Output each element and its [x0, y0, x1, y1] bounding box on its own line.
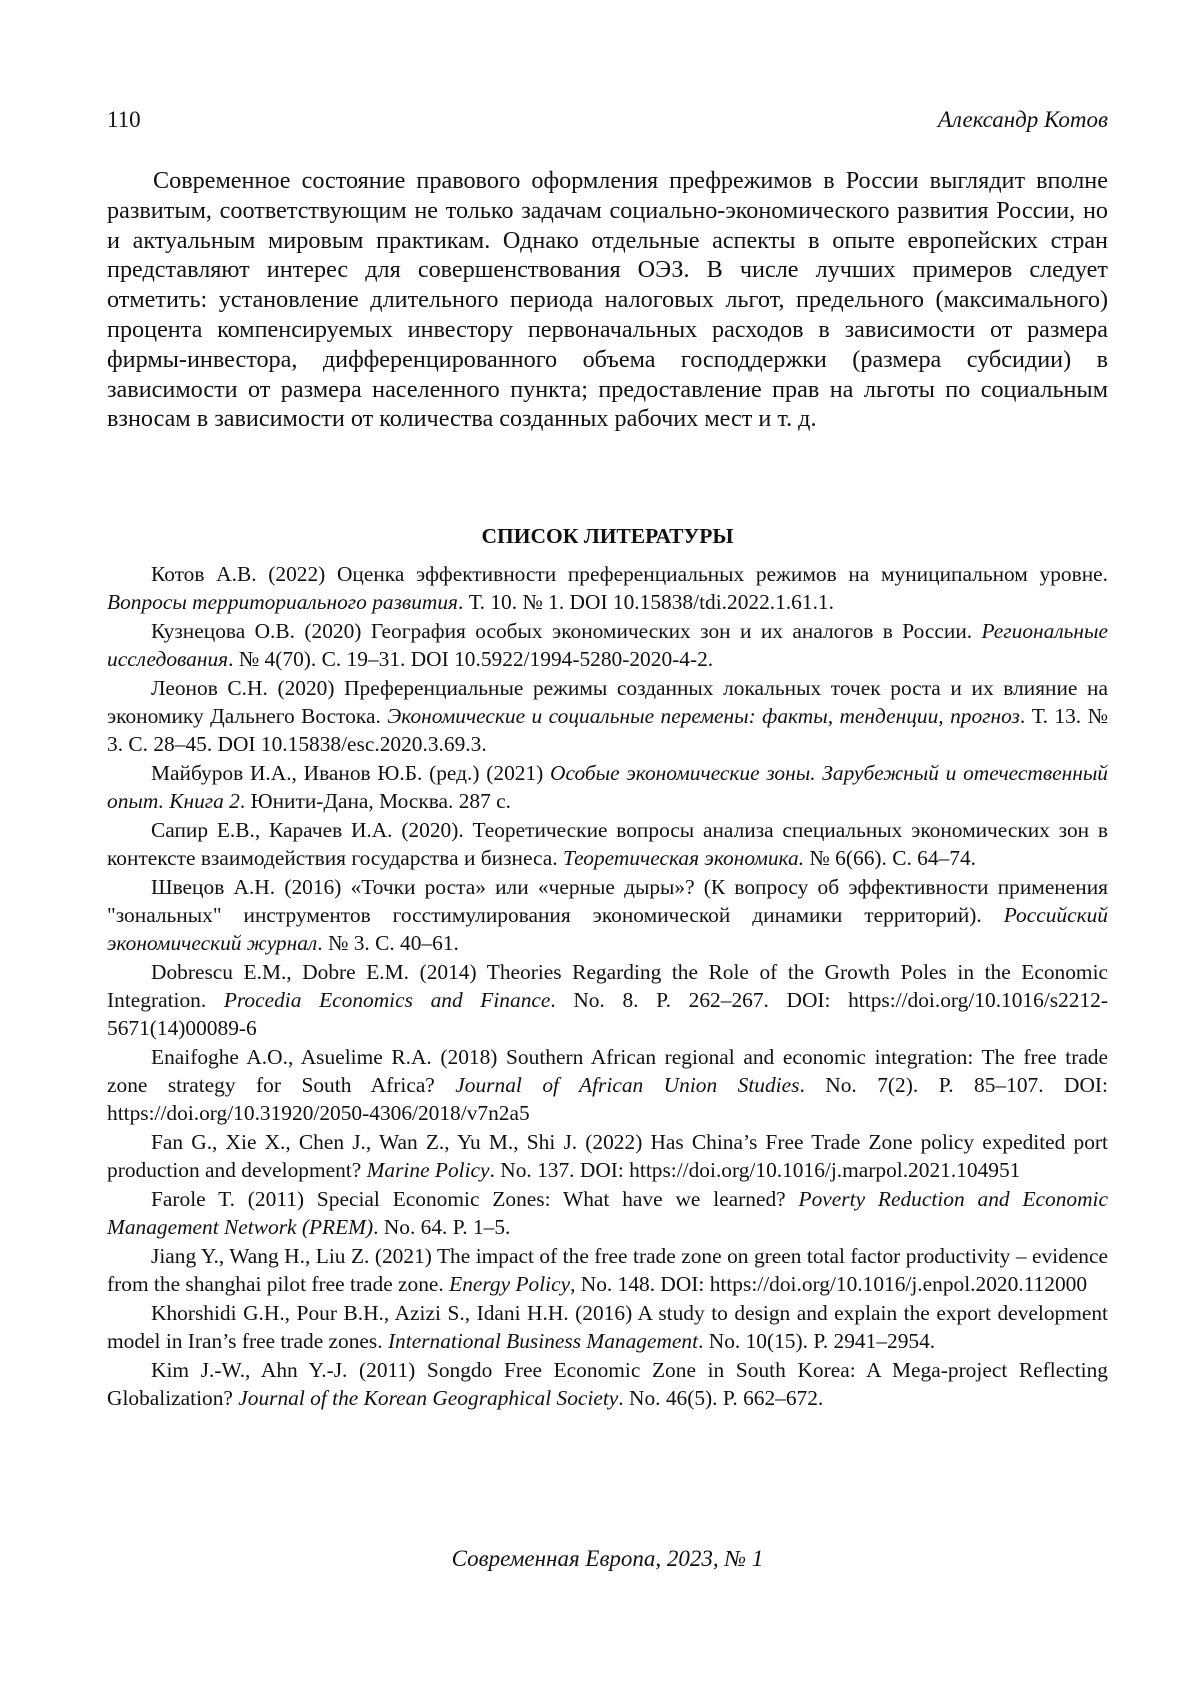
reference-item — [107, 1128, 1108, 1184]
reference-text: Jiang Y., Wang H., Liu Z. (2021) The impact of the free trade zone on green total factor productivity – evidence from the shanghai pilot free trade zone. — [107, 1243, 1108, 1297]
reference-text: Fan G., Xie X., Chen J., Wan Z., Yu M., Shi J. (2022) Has China’s Free Trade Zone policy expedited port production and development? — [107, 1130, 1108, 1183]
reference-details: . Т. 13. № 3. С. 28–45. DOI 10.15838/esc.2020.3.69.3. — [107, 704, 1108, 757]
reference-text: Леонов С.Н. (2020) Преференциальные режимы созданных локальных точек роста и их влияние на экономику Дальнего Востока. — [107, 675, 1108, 729]
reference-item — [107, 873, 1108, 958]
reference-text: Kim J.-W., Ahn Y.-J. (2011) Songdo Free Economic Zone in South Korea: A Mega-project Reflecting Globalization? — [107, 1357, 1108, 1410]
reference-item — [107, 1299, 1108, 1355]
reference-item — [107, 1185, 1108, 1241]
reference-details: . Т. 10. № 1. DOI 10.15838/tdi.2022.1.61.1. — [458, 590, 834, 615]
reference-source-title: Poverty Reduction and Economic Management Network (PREM) — [107, 1186, 1108, 1240]
reference-source-title: Региональные исследования — [107, 618, 1108, 672]
reference-details: . No. 7(2). P. 85–107. DOI: https://doi.org/10.31920/2050-4306/2018/v7n2a5 — [107, 1073, 1108, 1126]
reference-details: . No. 64. P. 1–5. — [373, 1215, 511, 1240]
reference-source-title: Экономические и социальные перемены: факты, тенденции, прогноз — [387, 704, 1020, 729]
reference-text: Котов А.В. (2022) Оценка эффективности преференциальных режимов на муниципальном уровне. — [151, 562, 1108, 586]
reference-details: , No. 148. DOI: https://doi.org/10.1016/j.enpol.2020.112000 — [570, 1272, 1088, 1297]
reference-item — [107, 674, 1108, 759]
references-heading: СПИСОК ЛИТЕРАТУРЫ — [481, 524, 734, 548]
reference-source-title: Особые экономические зоны. Зарубежный и отечественный опыт. Книга 2 — [107, 760, 1108, 814]
reference-text: Майбуров И.А., Иванов Ю.Б. (ред.) (2021) — [151, 760, 551, 785]
reference-details: № 6(66). С. 64–74. — [804, 846, 976, 871]
reference-source-title: Теоретическая экономика. — [562, 846, 805, 871]
reference-text: Dobrescu E.M., Dobre E.M. (2014) Theories Regarding the Role of the Growth Poles in the Economic Integration. — [107, 959, 1108, 1013]
page-number: 110 — [107, 107, 141, 132]
reference-item — [107, 1356, 1108, 1412]
reference-details: . No. 46(5). P. 662–672. — [618, 1385, 824, 1410]
reference-source-title: Energy Policy — [449, 1272, 571, 1297]
reference-details: . No. 10(15). P. 2941–2954. — [698, 1328, 936, 1353]
reference-item — [107, 617, 1108, 673]
reference-item — [107, 816, 1108, 872]
reference-source-title: Journal of African Union Studies — [455, 1073, 800, 1098]
reference-item — [107, 759, 1108, 815]
reference-item — [107, 560, 1108, 616]
running-head-author: Александр Котов — [937, 107, 1108, 132]
reference-item — [107, 1043, 1108, 1128]
reference-text: Farole T. (2011) Special Economic Zones: What have we learned? — [151, 1186, 799, 1211]
references-list — [107, 560, 1108, 1413]
page-footer: Современная Европа, 2023, № 1 — [451, 1546, 764, 1571]
reference-source-title: Российский экономический журнал — [107, 902, 1108, 956]
reference-text: Швецов А.Н. (2016) «Точки роста» или «черные дыры»? (К вопросу об эффективности применения "зональных" инструментов госстимулирования экономической динамики территорий). — [107, 874, 1108, 927]
reference-text: Кузнецова О.В. (2020) География особых экономических зон и их аналогов в России. — [151, 618, 982, 643]
reference-text: Khorshidi G.H., Pour B.H., Azizi S., Idani H.H. (2016) A study to design and explain the export development model in Iran’s free trade zones. — [107, 1300, 1108, 1353]
reference-source-title: Marine Policy — [366, 1158, 490, 1183]
reference-details: . Юнити-Дана, Москва. 287 с. — [239, 789, 511, 814]
reference-details: . № 4(70). С. 19–31. DOI 10.5922/1994-5280-2020-4-2. — [228, 647, 714, 672]
reference-details: . No. 8. P. 262–267. DOI: https://doi.org/10.1016/s2212-5671(14)00089-6 — [107, 988, 1108, 1041]
reference-source-title: Procedia Economics and Finance — [223, 988, 551, 1013]
reference-source-title: Вопросы территориального развития — [107, 590, 458, 615]
reference-details: . No. 137. DOI: https://doi.org/10.1016/j.marpol.2021.104951 — [489, 1158, 1021, 1183]
reference-text: Сапир Е.В., Карачев И.А. (2020). Теоретические вопросы анализа специальных экономических зон в контексте взаимодействия государства и бизнеса. — [107, 817, 1108, 871]
page-header — [107, 104, 1108, 136]
body-paragraph: Современное состояние правового оформления префрежимов в России выглядит вполне развитым, соответствующим не только задачам социально-экономического развития России, но и актуальным мировым практикам. Однако отдельные аспекты в опыте европейских стран представляют интерес для совершенствования ОЭЗ. В числе лучших примеров следует отметить: установление длительного периода налоговых льгот, предельного (максимального) процента компенсируемых инвестору первоначальных расходов в зависимости от размера фирмы-инвестора, дифференцированного объема господдержки (размера субсидии) в зависимости от размера населенного пункта; предоставление прав на льготы по социальным взносам в зависимости от количества созданных рабочих мест и т. д. — [107, 167, 1108, 433]
reference-item — [107, 958, 1108, 1043]
reference-source-title: Journal of the Korean Geographical Society — [238, 1385, 619, 1410]
reference-details: . № 3. С. 40–61. — [317, 931, 459, 956]
reference-item — [107, 1242, 1108, 1298]
reference-text: Enaifoghe A.O., Asuelime R.A. (2018) Southern African regional and economic integration: The free trade zone strategy for South Africa? — [107, 1044, 1108, 1098]
reference-source-title: International Business Management — [387, 1328, 699, 1353]
